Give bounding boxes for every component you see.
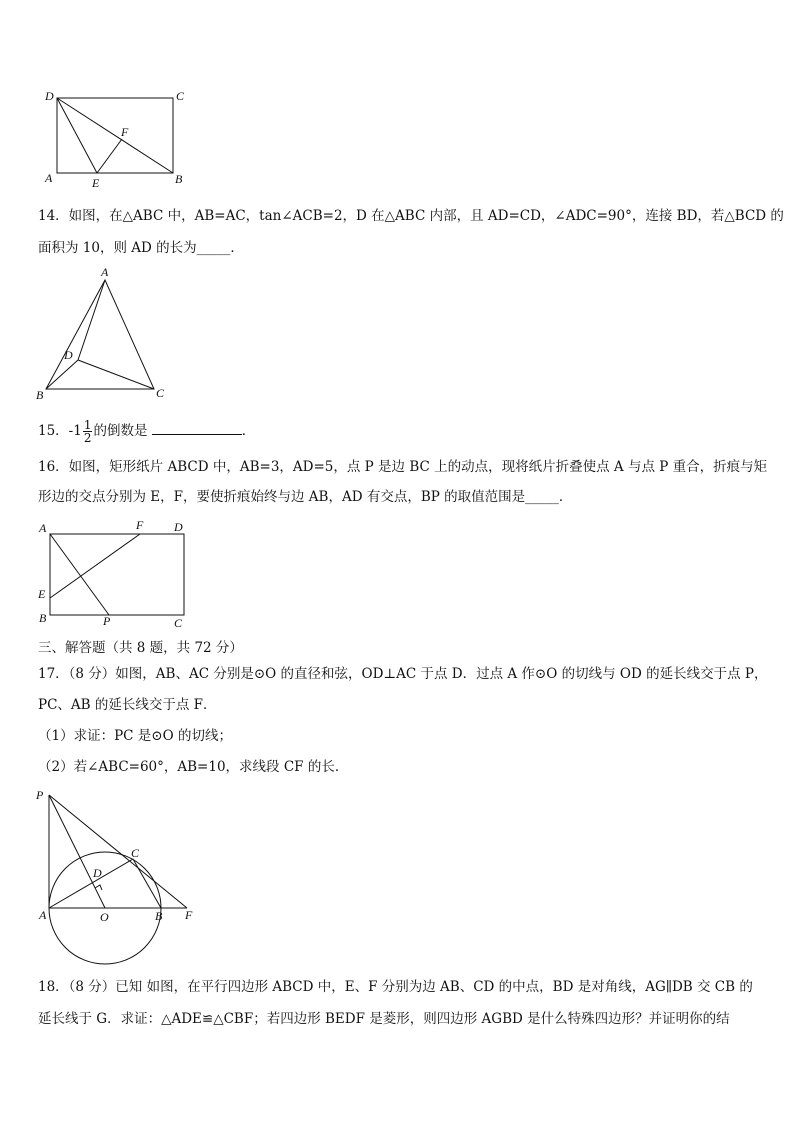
question-15-text: 的倒数是: [93, 423, 148, 439]
fraction-numerator: 1: [83, 418, 92, 432]
label-a: A: [39, 908, 47, 922]
label-a: A: [101, 265, 109, 279]
question-16-line-1: 16．如图，矩形纸片 ABCD 中，AB=3，AD=5，点 P 是边 BC 上的动点，现将纸片折叠使点 A 与点 P 重合，折痕与矩: [38, 459, 768, 475]
label-c: C: [176, 89, 185, 103]
question-18-line-1: 18．（8 分）已知 如图，在平行四边形 ABCD 中，E、F 分别为边 AB、CD 的中点，BD 是对角线，AG∥DB 交 CB 的: [38, 979, 753, 995]
label-b: B: [155, 909, 163, 923]
label-p: P: [103, 614, 111, 628]
label-f: F: [121, 125, 129, 139]
segment-ef: [50, 534, 140, 598]
label-a: A: [45, 171, 53, 185]
label-f: F: [185, 908, 193, 922]
rectangle-abcd: [50, 534, 184, 615]
question-18-line-2: 延长线于 G．求证：△ADE≌△CBF；若四边形 BEDF 是菱形，则四边形 AGBD 是什么特殊四边形？并证明你的结: [38, 1011, 730, 1027]
segment-de: [57, 98, 97, 173]
label-b: B: [175, 172, 183, 186]
label-p: P: [36, 788, 44, 802]
question-15-prefix: 15．-1: [38, 423, 82, 439]
label-e: E: [38, 587, 46, 601]
question-17-part-2: （2）若∠ABC=60°，AB=10，求线段 CF 的长．: [38, 759, 349, 775]
question-16-line-2: 形边的交点分别为 E，F，要使折痕始终与边 AB，AD 有交点，BP 的取值范围是_____．: [38, 489, 573, 505]
label-f: F: [136, 518, 144, 532]
rectangle-figure-top: [40, 88, 200, 190]
label-c: C: [174, 616, 183, 630]
label-d: D: [45, 89, 54, 103]
section-heading: 三、解答题（共 8 题，共 72 分）: [38, 640, 243, 656]
segment-ad: [78, 280, 105, 360]
triangle-figure: [32, 262, 182, 404]
label-d: D: [174, 520, 183, 534]
rectangle-figure-16: [34, 517, 194, 631]
question-17-part-1: （1）求证：PC 是⊙O 的切线；: [38, 728, 232, 744]
label-e: E: [92, 176, 100, 190]
fraction-denominator: 2: [83, 431, 92, 445]
question-15-end: ．: [241, 423, 256, 439]
circle-figure-17: [30, 785, 205, 983]
answer-blank: [152, 422, 242, 435]
line-po: [49, 795, 105, 908]
question-17-line-1: 17．（8 分）如图，AB、AC 分别是⊙O 的直径和弦，OD⊥AC 于点 D．过点 A 作⊙O 的切线与 OD 的延长线交于点 P，: [38, 666, 768, 682]
segment-bd: [46, 360, 78, 389]
line-pf: [49, 795, 187, 908]
fraction-one-half: [83, 419, 93, 444]
label-b: B: [39, 611, 47, 625]
label-c: C: [131, 846, 140, 860]
label-a: A: [39, 521, 47, 535]
segment-ef: [97, 139, 122, 173]
label-c: C: [156, 386, 165, 400]
segment-ap: [50, 534, 109, 615]
question-15: [38, 418, 255, 444]
question-17-line-2: PC、AB 的延长线交于点 F．: [38, 697, 217, 713]
label-o: O: [100, 910, 109, 924]
question-14-line-1: 14．如图，在△ABC 中，AB=AC，tan∠ACB=2，D 在△ABC 内部，且 AD=CD，∠ADC=90°，连接 BD，若△BCD 的: [38, 208, 784, 224]
question-14-line-2: 面积为 10，则 AD 的长为_____．: [38, 240, 244, 256]
label-d: D: [93, 866, 102, 880]
diagonal-db: [57, 98, 173, 173]
label-b: B: [36, 388, 44, 402]
chord-ac: [49, 859, 133, 908]
label-d: D: [64, 348, 73, 362]
